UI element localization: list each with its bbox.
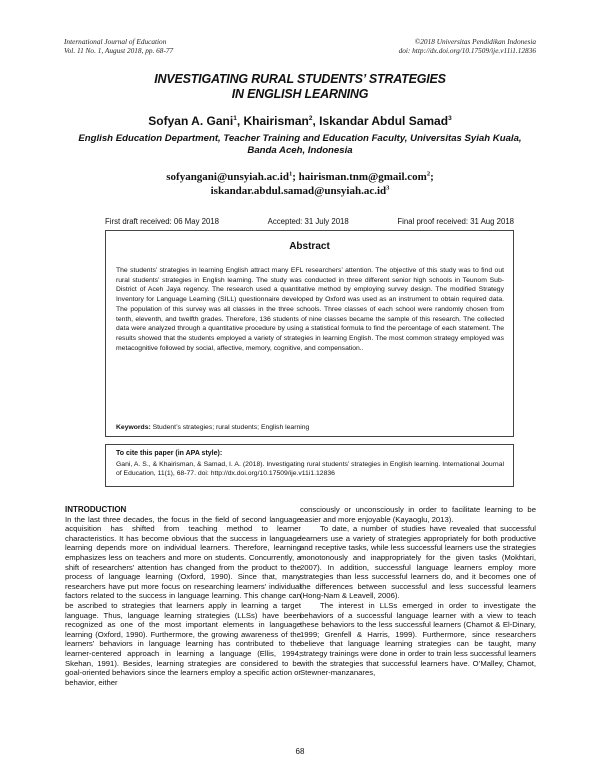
author-1: Sofyan A. Gani — [148, 114, 234, 128]
right-column — [300, 505, 536, 678]
intro-paragraph-2: To date, a number of studies have revealed that successful learners use a variety of strategies appropriately for both productive and receptive tasks, while less successful learners use the strategies monotonously and inappropriately for the given tasks (Mokhtari, 2007). In addition, successful language learners employ more strategies than less successful learners do, and it becomes one of the differences between successful and less successful learners (Hong-Nam & Leavell, 2006). — [300, 524, 536, 601]
left-column — [65, 505, 301, 687]
email-3-mark: 3 — [386, 184, 390, 192]
journal-info — [64, 37, 173, 56]
journal-name: International Journal of Education — [64, 37, 167, 46]
first-draft-date: First draft received: 06 May 2018 — [105, 217, 219, 226]
email-1[interactable]: sofyangani@unsyiah.ac.id — [166, 171, 289, 183]
intro-paragraph-1: In the last three decades, the focus in the field of second language acquisition has shifted from teaching method to learner characteristics. It has become obvious that the success in language learning depends more on individual learners. Therefore, learning emphasizes less on teachers and more on students. Concurrently, a shift of researchers’ attention has changed from the product to the process of language learning (Oxford, 1990). Since that, many researchers have put more focus on researching learners’ individual factors related to the success in language learning. This change can be ascribed to strategies that learners apply in learning a target language. Thus, language learning strategies (LLSs) have been recognized as one of the most important elements in language learning (Oxford, 1990). Furthermore, the growing awareness of the learners’ behaviors in language learning has contributed to the learner-centered approach in learning a language (Ellis, 1994; Skehan, 1991). Besides, learning strategies are considered to be goal-oriented behaviors since the learners employ a specific action or behavior, either — [65, 514, 301, 687]
abstract-box — [105, 230, 514, 437]
keywords-list: Student’s strategies; rural students; English learning — [152, 424, 310, 431]
keywords-label: Keywords: — [116, 424, 151, 431]
final-proof-date: Final proof received: 31 Aug 2018 — [397, 217, 514, 226]
author-3-mark: 3 — [448, 115, 452, 122]
title-line-2: IN ENGLISH LEARNING — [231, 87, 369, 101]
copyright: ©2018 Universitas Pendidikan Indonesia — [414, 37, 536, 46]
author-1-mark: 1 — [233, 115, 237, 122]
copyright-info — [399, 37, 536, 56]
email-1-mark: 1 — [288, 170, 293, 178]
page-number: 68 — [295, 747, 305, 756]
author-2-mark: 2 — [308, 115, 313, 122]
abstract-text: The students’ strategies in learning English attract many EFL researchers’ attention. The objective of this study was to find out rural students’ strategies in English learning. The study was conducted in three different senior high schools in Teunom Sub-District of Aceh Jaya regency. The research used a quantitative method by employing survey design. The modified Strategy Inventory for Language Learning (SILL) questionnaire developed by Oxford was used as an instrument to obtain required data. The population of this survey was all classes in the three schools. Three classes of each school were randomly chosen from tenth, eleventh, and twelfth grades. Therefore, 136 students of nine classes became the sample of this research. The collected data were analyzed through a quantitative procedure by using a statistical formula to find the percentage of each statement. The results showed that the students employed a variety of strategies in learning English. The most common strategy employed was metacognitive followed by social, affective, memory, cognitive, and compensation.. — [116, 267, 504, 352]
doi: doi: http://dx.doi.org/10.17509/ije.v11i1.12836 — [398, 46, 536, 56]
email-list: $sofyangani@unsyiah.ac.id^1$; hairisman.tnm@gmail.com$^2$; $iskandar.abdul.samad@unsyiah.ac.id^3$ — [166, 170, 434, 197]
author-list: Sofyan A. Gani$^1$, Khairisman$^2$, Iskandar Abdul Samad$^3$ — [148, 114, 452, 128]
intro-paragraph-1-cont: consciously or unconsciously in order to facilitate learning to be easier and more enjoyable (Kayaoglu, 2013). — [300, 505, 536, 524]
section-heading-introduction: INTRODUCTION — [65, 505, 127, 514]
email-2[interactable]: hairisman.tnm@gmail.com — [298, 171, 427, 183]
citation-heading: To cite this paper (in APA style): — [116, 450, 223, 457]
citation-box — [105, 444, 514, 487]
author-3: Iskandar Abdul Samad — [319, 114, 449, 128]
email-2-mark: 2 — [426, 170, 431, 178]
email-3[interactable]: iskandar.abdul.samad@unsyiah.ac.id — [210, 185, 387, 197]
paper-title — [0, 72, 600, 102]
submission-dates — [105, 217, 514, 226]
journal-volume: Vol. 11 No. 1, August 2018, pp. 68-77 — [64, 46, 174, 56]
title-line-1: INVESTIGATING RURAL STUDENTS’ STRATEGIES — [154, 72, 446, 86]
intro-paragraph-3: The interest in LLSs emerged in order to investigate the behaviors of a successful language learner with a view to teach these behaviors to the less successful learners (Chamot & El-Dinary, 1999; Grenfell & Harris, 1999). Furthermore, since researchers believe that language learning strategies can be taught, many strategy trainings were done in order to train less successful learners with the strategies that successful learners have. O’Malley, Chamot, Stewner-manzanares, — [300, 600, 536, 678]
author-2: Khairisman — [243, 114, 309, 128]
keywords — [116, 424, 309, 431]
citation-text: Gani, A. S., & Khairisman, & Samad, I. A. (2018). Investigating rural students’ strategies in English learning. International Journal of Education, 11(1), 68-77. doi: http://dx.doi.org/10.17509/ije.v11i1.12836 — [116, 461, 504, 477]
abstract-heading: Abstract — [289, 241, 330, 252]
affiliation: English Education Department, Teacher Training and Education Faculty, Universitas Syiah Kuala, Banda Aceh, Indonesia — [78, 133, 522, 156]
accepted-date: Accepted: 31 July 2018 — [267, 217, 349, 226]
